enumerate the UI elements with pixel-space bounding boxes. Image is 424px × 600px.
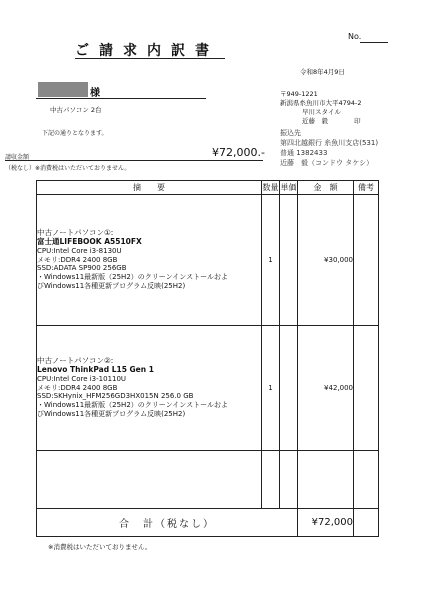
item-note-cont: びWindows11各種更新プログラム反映(25H2) [37, 281, 186, 290]
header-qty: 数量 [262, 181, 280, 195]
item-qty: 1 [262, 326, 280, 451]
table-row [37, 326, 379, 451]
footnote: ※消費税はいただいておりません。 [48, 543, 152, 551]
item-heading: 中古ノートパソコン②: [37, 356, 114, 366]
bank-label: 振込先 [280, 129, 301, 137]
bank-info [280, 128, 378, 168]
subject-text: 中古パソコン 2台 [50, 106, 102, 114]
item-ssd: SSD:SKHynix_HFM256GD3HX015N 256.0 GB [37, 392, 194, 401]
page-title: ご請求内訳書 [75, 43, 219, 59]
item-qty: 1 [262, 195, 280, 326]
recipient-underline [36, 98, 206, 99]
greeting-text: 下記の通りとなります。 [42, 130, 108, 137]
redacted-recipient-name [38, 82, 88, 97]
recipient-honorific: 様 [90, 88, 100, 99]
item-note-cont: びWindows11各種更新プログラム反映(25H2) [37, 409, 186, 418]
bank-holder: 近藤 毅（コンドウ タケシ） [280, 159, 374, 167]
table-row [37, 195, 379, 326]
issuer-seal: 印 [354, 117, 361, 125]
item-note: ・Windows11最新版（25H2）のクリーンインストールおよ [37, 273, 228, 282]
total-value: ¥72,000 [298, 509, 354, 537]
tax-note: （税なし）※消費税はいただいておりません。 [5, 165, 131, 172]
item-cpu: CPU:Intel Core i3-10110U [37, 374, 127, 383]
item-unit-price [280, 326, 298, 451]
header-remarks: 備考 [354, 181, 379, 195]
item-ssd: SSD:ADATA SP900 256GB [37, 264, 127, 273]
table-header-row [37, 181, 379, 195]
title-underline [75, 58, 225, 59]
item-memory: メモリ:DDR4 2400 8GB [37, 383, 118, 392]
item-description [37, 326, 262, 451]
item-model: 富士通LIFEBOOK A5510FX [37, 237, 142, 246]
header-unit: 単価 [280, 181, 298, 195]
header-desc: 摘 要 [37, 181, 262, 195]
document-number-underline [360, 42, 388, 43]
item-heading: 中古ノートパソコン①: [37, 228, 114, 238]
header-amount: 金 額 [298, 181, 354, 195]
item-unit-price [280, 195, 298, 326]
issue-date: 令和8年4月9日 [300, 68, 345, 76]
total-label: 合 計（税なし） [37, 509, 298, 537]
item-amount: ¥42,000 [298, 326, 354, 451]
issuer-postal: 〒949-1221 [280, 90, 318, 98]
issuer-shop: 早川スタイル [302, 108, 341, 116]
amount-value: ¥72,000.- [212, 146, 265, 159]
issuer-person: 近藤 毅 [302, 117, 328, 125]
item-description [37, 195, 262, 326]
item-note: ・Windows11最新版（25H2）のクリーンインストールおよ [37, 401, 228, 410]
issuer-address: 新潟県糸魚川市大平4794-2 [280, 99, 362, 107]
item-memory: メモリ:DDR4 2400 8GB [37, 255, 118, 264]
item-amount: ¥30,000 [298, 195, 354, 326]
bank-account: 普通 1382433 [280, 149, 328, 157]
item-remarks [354, 326, 379, 451]
document-number-label: No. [348, 32, 362, 41]
bank-name: 第四北越銀行 糸魚川支店(531) [280, 139, 379, 147]
amount-label: 請収金額 [5, 154, 30, 161]
total-row [37, 509, 379, 537]
issuer-person-row [280, 117, 362, 126]
issuer-block [280, 90, 362, 126]
item-model: Lenovo ThinkPad L15 Gen 1 [37, 365, 154, 374]
table-row-empty [37, 451, 379, 509]
amount-underline [5, 160, 263, 161]
item-cpu: CPU:Intel Core i3-8130U [37, 246, 122, 255]
items-table [36, 180, 379, 537]
item-remarks [354, 195, 379, 326]
